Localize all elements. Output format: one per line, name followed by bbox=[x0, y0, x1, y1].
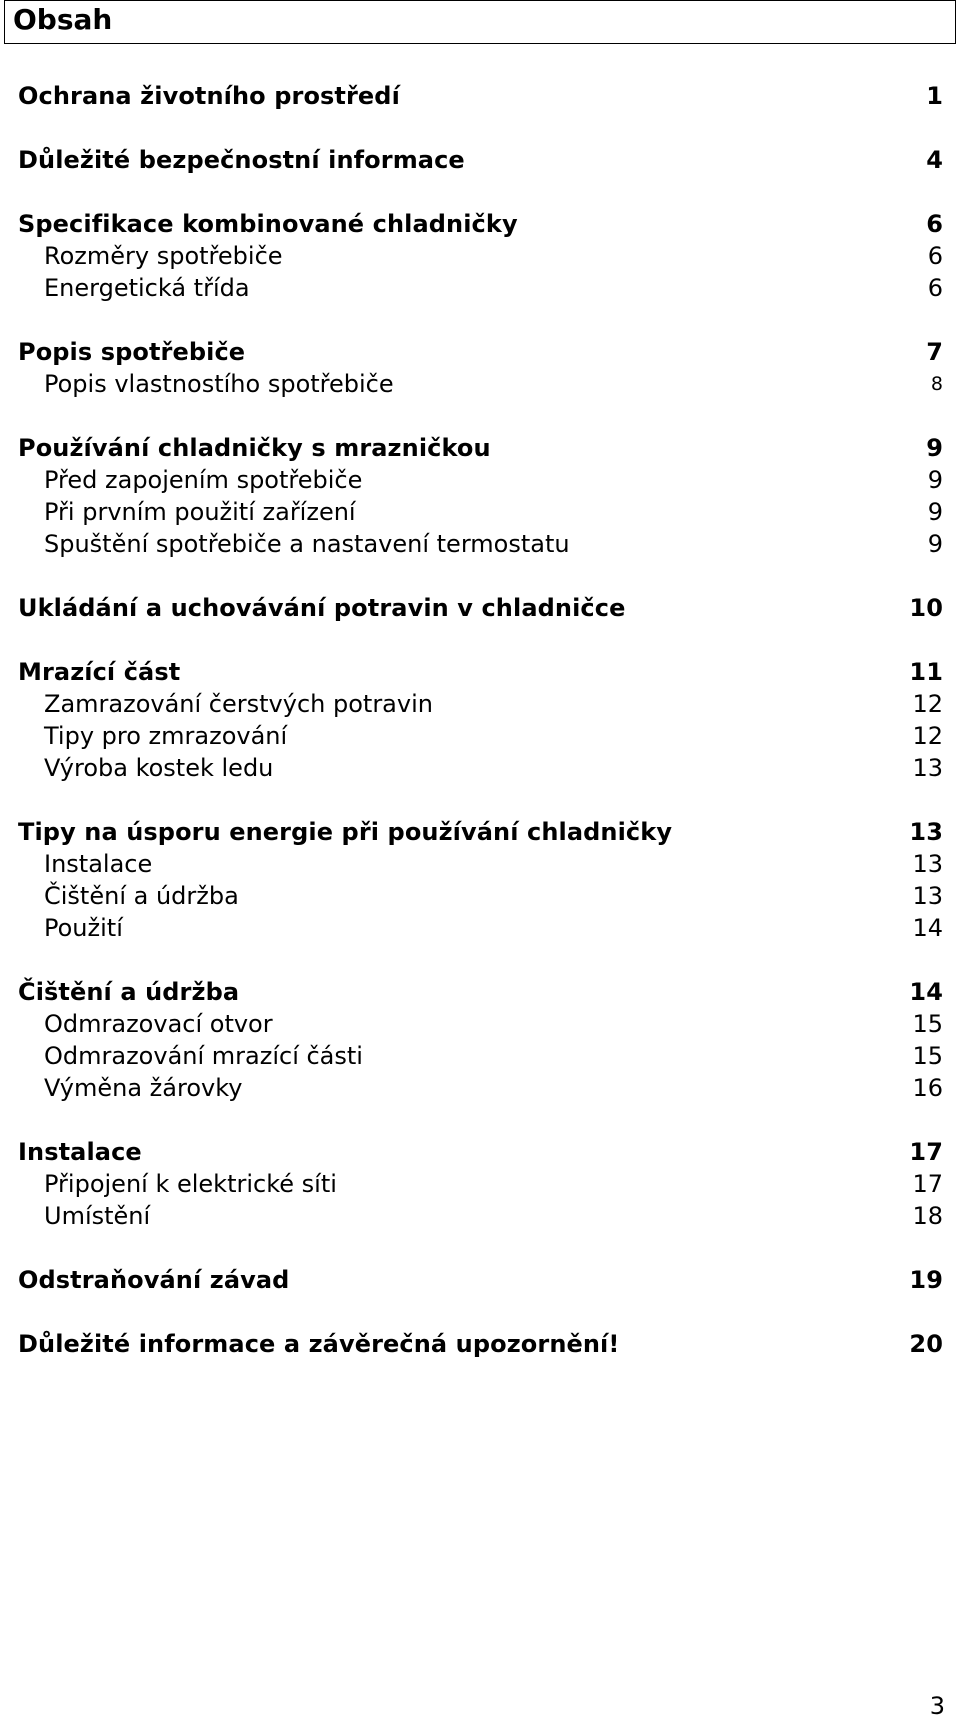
toc-entry-page: 13 bbox=[909, 818, 943, 846]
toc-subentry-page: 12 bbox=[912, 690, 943, 718]
toc-entry-page: 1 bbox=[926, 82, 943, 110]
page-number: 3 bbox=[929, 1692, 945, 1720]
toc-entry[interactable] bbox=[18, 336, 943, 368]
toc-subentry-page: 6 bbox=[927, 274, 943, 302]
toc-entry-label: Důležité bezpečnostní informace bbox=[18, 146, 465, 174]
toc-entry-page: 11 bbox=[909, 658, 943, 686]
toc-subentry[interactable] bbox=[18, 272, 943, 304]
toc-entry-label: Mrazící část bbox=[18, 658, 181, 686]
toc-subentry[interactable] bbox=[18, 1200, 943, 1232]
toc-subentry[interactable] bbox=[18, 368, 943, 400]
toc-entry[interactable] bbox=[18, 208, 943, 240]
toc-entry-page: 19 bbox=[909, 1266, 943, 1294]
toc-subentry-label: Umístění bbox=[44, 1202, 151, 1230]
toc-entry-label: Čištění a údržba bbox=[18, 978, 240, 1006]
toc-subentry-label: Odmrazovací otvor bbox=[44, 1010, 273, 1038]
toc-subentry-page: 9 bbox=[927, 530, 943, 558]
toc-subentry-page: 13 bbox=[912, 882, 943, 910]
toc-entry-label: Ochrana životního prostředí bbox=[18, 82, 400, 110]
toc-subentry-page: 8 bbox=[930, 373, 943, 395]
toc-subentry[interactable] bbox=[18, 240, 943, 272]
toc-subentry-label: Popis vlastnostího spotřebiče bbox=[44, 370, 394, 398]
toc-subentry-page: 17 bbox=[912, 1170, 943, 1198]
toc-entry-page: 20 bbox=[909, 1330, 943, 1358]
toc-entry-page: 4 bbox=[926, 146, 943, 174]
toc-subentry-label: Rozměry spotřebiče bbox=[44, 242, 283, 270]
toc-entry-label: Popis spotřebiče bbox=[18, 338, 246, 366]
toc-subentry-label: Spuštění spotřebiče a nastavení termostatu bbox=[44, 530, 570, 558]
toc-subentry-page: 13 bbox=[912, 754, 943, 782]
toc-entry-label: Tipy na úsporu energie při používání chladničky bbox=[18, 818, 673, 846]
toc-subentry-page: 15 bbox=[912, 1042, 943, 1070]
toc-heading: Obsah bbox=[13, 3, 113, 36]
toc-subentry[interactable] bbox=[18, 1168, 943, 1200]
toc-entry[interactable] bbox=[18, 432, 943, 464]
toc-subentry[interactable] bbox=[18, 752, 943, 784]
toc-entry[interactable] bbox=[18, 1328, 943, 1360]
toc-entry[interactable] bbox=[18, 1264, 943, 1296]
toc-subentry-label: Zamrazování čerstvých potravin bbox=[44, 690, 433, 718]
toc-subentry-page: 15 bbox=[912, 1010, 943, 1038]
toc-entry-label: Odstraňování závad bbox=[18, 1266, 290, 1294]
toc-entry-label: Specifikace kombinované chladničky bbox=[18, 210, 518, 238]
toc-subentry[interactable] bbox=[18, 1008, 943, 1040]
toc-entry-label: Důležité informace a závěrečná upozornění! bbox=[18, 1330, 620, 1358]
toc-subentry-label: Při prvním použití zařízení bbox=[44, 498, 356, 526]
toc-subentry-label: Před zapojením spotřebiče bbox=[44, 466, 363, 494]
toc-entry-page: 17 bbox=[909, 1138, 943, 1166]
toc-subentry-page: 6 bbox=[927, 242, 943, 270]
toc-subentry-page: 9 bbox=[927, 498, 943, 526]
toc-entry-page: 6 bbox=[926, 210, 943, 238]
toc-subentry[interactable] bbox=[18, 528, 943, 560]
toc-subentry-page: 13 bbox=[912, 850, 943, 878]
toc-entry-label: Instalace bbox=[18, 1138, 142, 1166]
toc-entry[interactable] bbox=[18, 80, 943, 112]
toc-subentry[interactable] bbox=[18, 880, 943, 912]
toc-subentry-label: Tipy pro zmrazování bbox=[44, 722, 288, 750]
toc-subentry[interactable] bbox=[18, 1072, 943, 1104]
toc-subentry-page: 16 bbox=[912, 1074, 943, 1102]
toc-entry[interactable] bbox=[18, 816, 943, 848]
toc-subentry[interactable] bbox=[18, 464, 943, 496]
toc-subentry-label: Výroba kostek ledu bbox=[44, 754, 274, 782]
toc-entry-page: 9 bbox=[926, 434, 943, 462]
toc-entry-page: 7 bbox=[926, 338, 943, 366]
toc-subentry-label: Čištění a údržba bbox=[44, 882, 239, 910]
toc-entry[interactable] bbox=[18, 656, 943, 688]
toc-subentry[interactable] bbox=[18, 496, 943, 528]
toc-entry-label: Používání chladničky s mrazničkou bbox=[18, 434, 491, 462]
toc-entry[interactable] bbox=[18, 976, 943, 1008]
toc-subentry-page: 9 bbox=[927, 466, 943, 494]
toc-subentry[interactable] bbox=[18, 1040, 943, 1072]
toc-entry-page: 10 bbox=[909, 594, 943, 622]
toc-subentry-label: Výměna žárovky bbox=[44, 1074, 243, 1102]
toc-subentry[interactable] bbox=[18, 848, 943, 880]
toc-subentry-label: Odmrazování mrazící části bbox=[44, 1042, 363, 1070]
toc-entry[interactable] bbox=[18, 592, 943, 624]
toc-entry[interactable] bbox=[18, 1136, 943, 1168]
toc-subentry-label: Použití bbox=[44, 914, 123, 942]
toc-subentry-label: Připojení k elektrické síti bbox=[44, 1170, 337, 1198]
toc-subentry-label: Instalace bbox=[44, 850, 153, 878]
toc-subentry[interactable] bbox=[18, 688, 943, 720]
toc-subentry-label: Energetická třída bbox=[44, 274, 250, 302]
toc-subentry[interactable] bbox=[18, 720, 943, 752]
toc-subentry-page: 12 bbox=[912, 722, 943, 750]
toc-entry-page: 14 bbox=[909, 978, 943, 1006]
toc-subentry-page: 18 bbox=[912, 1202, 943, 1230]
toc-subentry-page: 14 bbox=[912, 914, 943, 942]
toc-entry-label: Ukládání a uchovávání potravin v chladničce bbox=[18, 594, 626, 622]
toc-heading-box bbox=[4, 0, 956, 44]
toc-entry[interactable] bbox=[18, 144, 943, 176]
toc-subentry[interactable] bbox=[18, 912, 943, 944]
